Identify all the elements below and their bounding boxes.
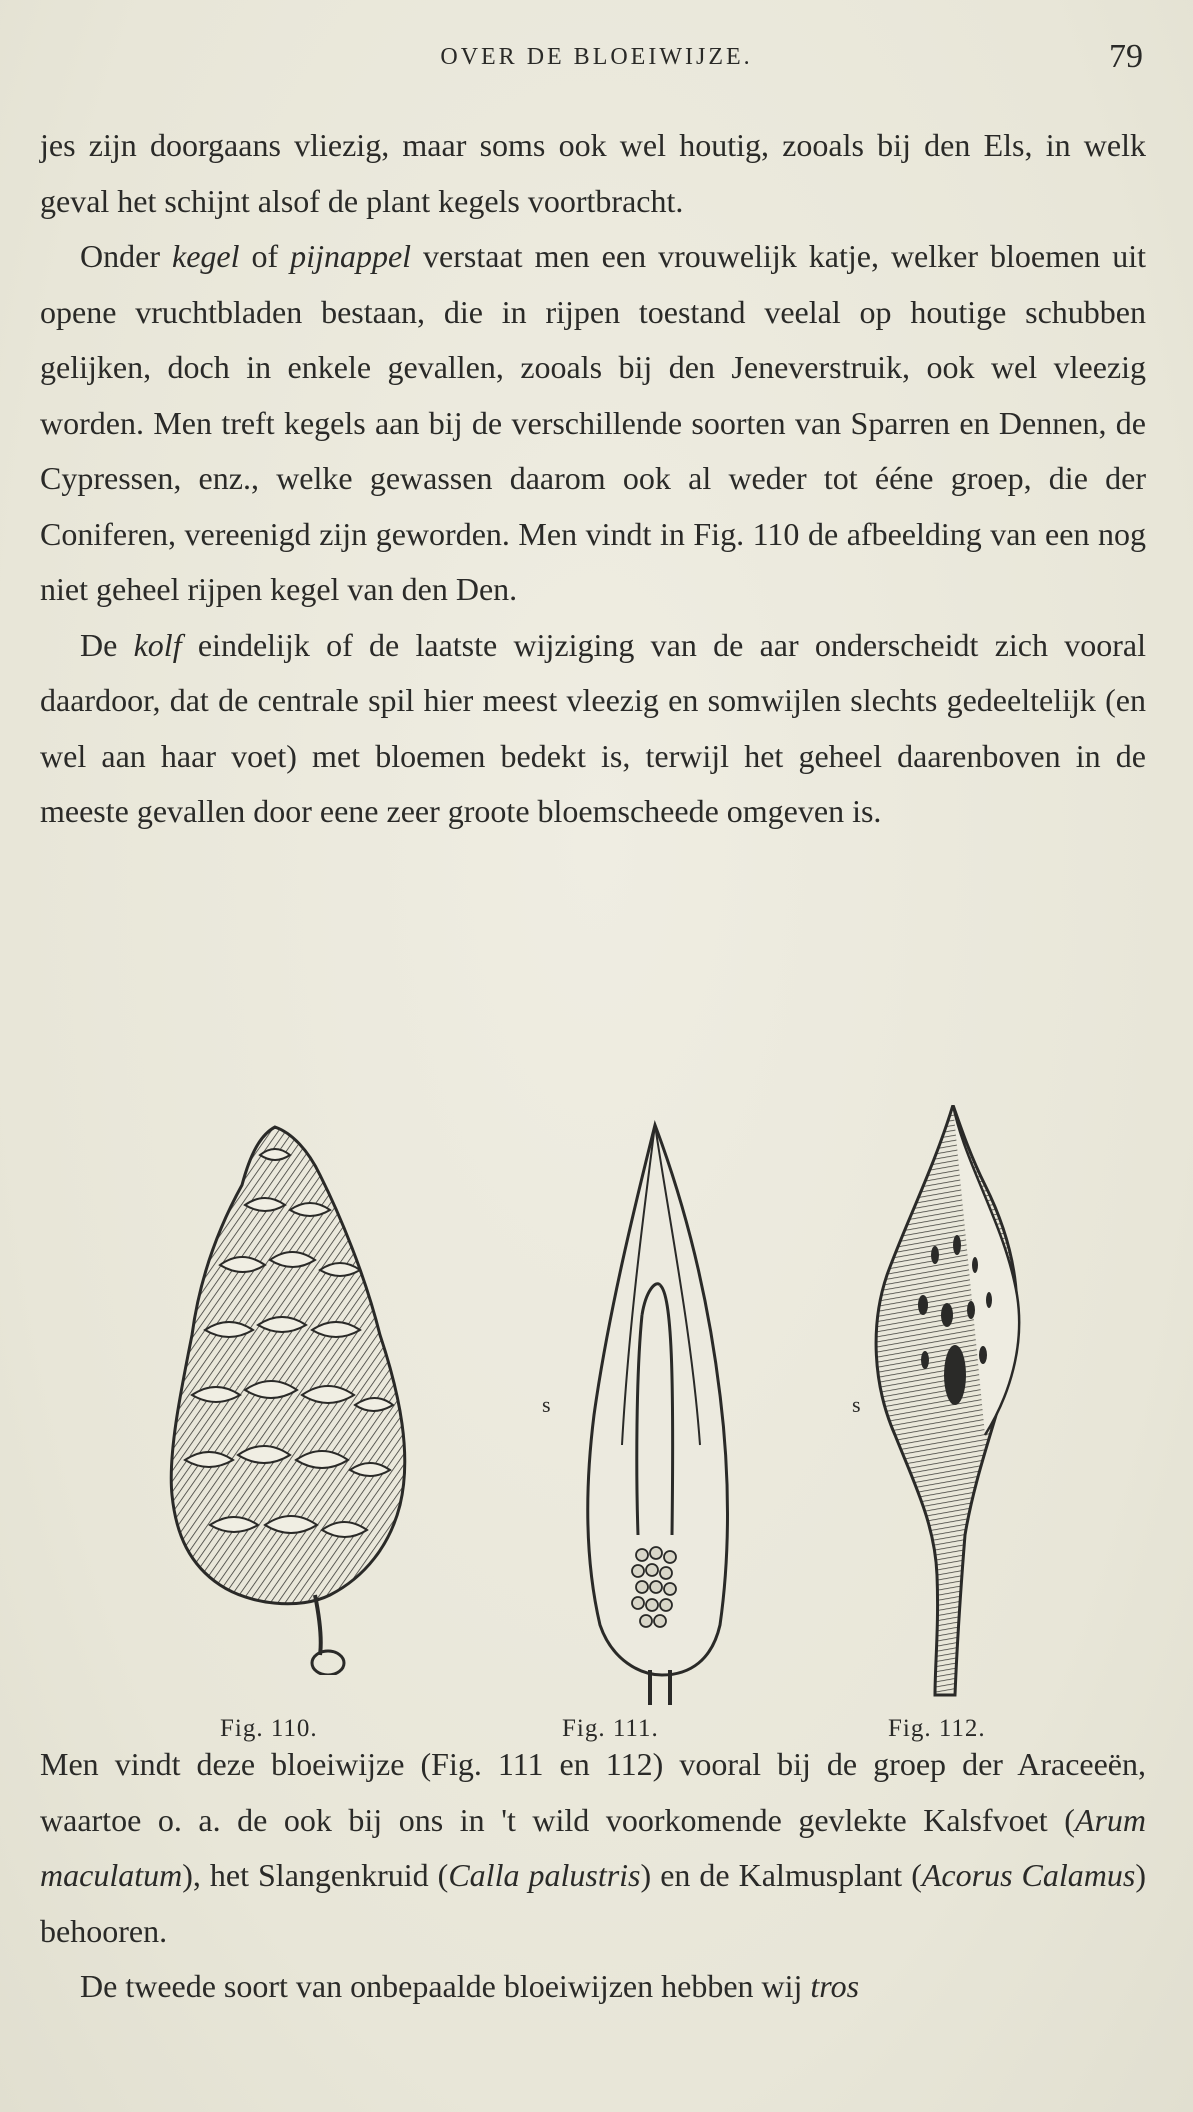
paragraph-5-part1: De tweede soort van onbepaalde bloeiwijzen hebben wij [80, 1968, 811, 2004]
paragraph-2-part2: of [239, 238, 291, 274]
arum-spathe-illustration [865, 1105, 1045, 1705]
paragraph-1-text: jes zijn doorgaans vliezig, maar soms ook wel houtig, zooals bij den Els, in welk geval het schijnt alsof de plant kegels voortbracht. [40, 127, 1146, 219]
figure-112 [830, 1095, 1050, 1742]
figure-110-caption: Fig. 110. [220, 1715, 318, 1742]
running-head [0, 38, 1193, 78]
paragraph-5 [40, 1959, 1146, 2015]
paragraph-1 [40, 118, 1146, 229]
term-pijnappel: pijnappel [290, 238, 412, 274]
term-acorus-calamus: Acorus Calamus [921, 1857, 1136, 1893]
term-calla-palustris: Calla palustris [448, 1857, 641, 1893]
term-kolf: kolf [133, 626, 182, 663]
figure-110 [150, 1115, 420, 1742]
paragraph-3-part1: De [80, 626, 134, 663]
paragraph-3 [40, 618, 1146, 840]
paragraph-4 [40, 1737, 1146, 1959]
running-title: OVER DE BLOEIWIJZE. [440, 44, 753, 70]
figure-112-label: s [852, 1392, 861, 1417]
paragraph-4-part3: ) en de Kalmusplant ( [640, 1857, 922, 1893]
pine-cone-illustration [150, 1115, 420, 1675]
figure-111 [530, 1095, 730, 1742]
text-block-bottom [40, 1737, 1146, 2015]
text-block-top [40, 118, 1146, 840]
paragraph-4-part2: ), het Slangenkruid ( [182, 1857, 449, 1893]
paragraph-3-part2: eindelijk of de laatste wijziging van de aar onderscheidt zich vooral daardoor, dat de centrale spil hier meest vleezig en somwijlen slechts gedeeltelijk (en wel aan haar voet) met bloemen bedekt is, terwijl het geheel daarenboven in de meeste gevallen door eene zeer groote bloemscheede omgeven is. [40, 626, 1147, 829]
paragraph-4-part1: Men vindt deze bloeiwijze (Fig. 111 en 112) vooral bij de groep der Araceeën, waartoe o. a. de ook bij ons in 't wild voorkomende gevlekte Kalsfvoet ( [40, 1746, 1146, 1838]
page-number: 79 [1109, 38, 1143, 75]
term-kegel: kegel [171, 238, 240, 274]
paragraph-4-part4: ) behooren. [40, 1857, 1147, 1949]
figures-row [0, 1095, 1193, 1742]
paragraph-2-part1: Onder [80, 238, 172, 274]
figure-112-caption: Fig. 112. [888, 1715, 986, 1742]
term-arum-maculatum: Arum maculatum [40, 1801, 1146, 1893]
arum-spadix-section-illustration [580, 1115, 780, 1715]
figure-111-caption: Fig. 111. [562, 1715, 659, 1742]
figure-111-label: s [542, 1392, 551, 1417]
term-tros: tros [810, 1968, 860, 2004]
paragraph-2 [40, 229, 1146, 618]
paragraph-2-part3: verstaat men een vrouwelijk katje, welker bloemen uit opene vruchtbladen bestaan, die in rijpen toestand veelal op houtige schubben gelijken, doch in enkele gevallen, zooals bij den Jeneverstruik, ook wel vleezig worden. Men treft kegels aan bij de verschillende soorten van Sparren en Dennen, de Cypressen, enz., welke gewassen daarom ook al weder tot ééne groep, die der Coniferen, vereenigd zijn geworden. Men vindt in Fig. 110 de afbeelding van een nog niet geheel rijpen kegel van den Den. [40, 238, 1147, 607]
